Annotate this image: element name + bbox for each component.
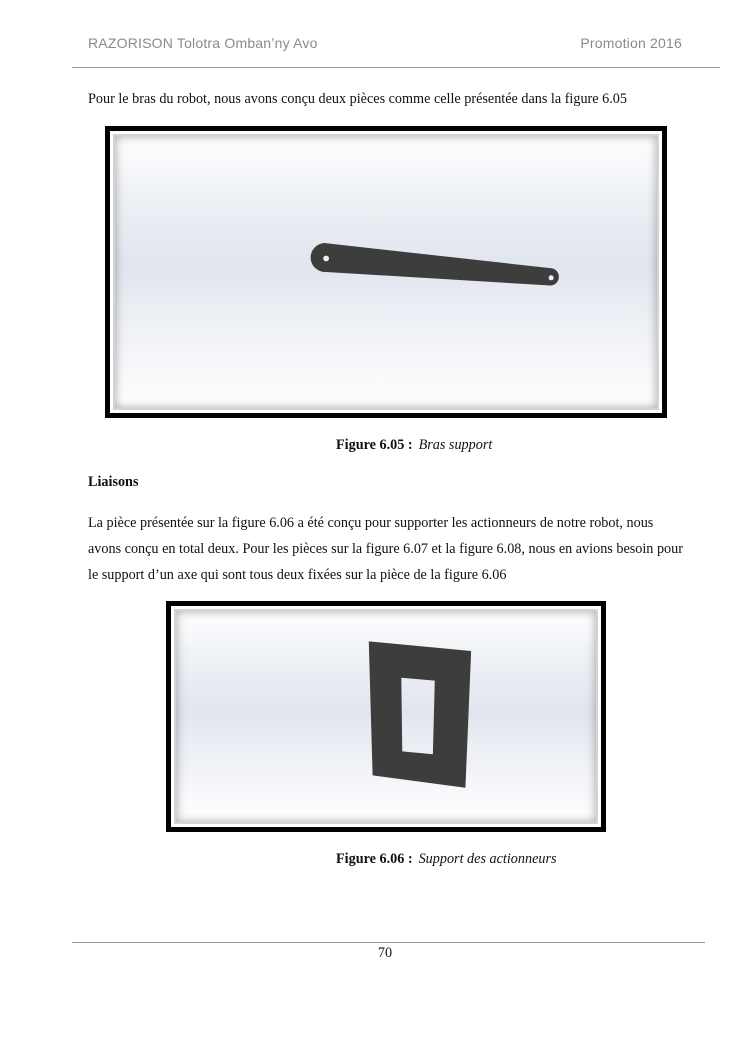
header-promotion: Promotion 2016 <box>580 35 682 51</box>
actuator-support-drawing <box>171 606 601 827</box>
body-paragraph: La pièce présentée sur la figure 6.06 a été conçu pour supporter les actionneurs de notre robot, nous avons conçu en total deux. Pour les pièces sur la figure 6.07 et la figure 6.08, nous en avions besoin pour le support d’un axe qui sont tous deux fixées sur la pièce de la figure 6.06 <box>88 515 683 583</box>
figure-6-05-label: Figure 6.05 : <box>336 437 413 453</box>
header-rule <box>72 67 720 68</box>
footer-rule <box>72 942 705 943</box>
arm-bar <box>311 243 559 285</box>
figure-6-06-label: Figure 6.06 : <box>336 851 413 867</box>
arm-hole-left <box>323 256 329 262</box>
figure-6-06-caption <box>336 851 557 868</box>
support-plate <box>369 641 471 787</box>
section-heading: Liaisons <box>88 474 139 490</box>
arm-part-drawing <box>110 131 662 413</box>
figure-6-06-title: Support des actionneurs <box>418 851 557 867</box>
figure-6-05-title: Bras support <box>418 437 493 453</box>
figure-6-06-image <box>166 601 606 832</box>
arm-hole-right <box>549 275 554 280</box>
figure-6-05-image <box>105 126 667 418</box>
page-number: 70 <box>377 945 393 961</box>
figure-6-05-caption <box>336 437 492 454</box>
header-author: RAZORISON Tolotra Omban’ny Avo <box>88 35 318 51</box>
intro-paragraph: Pour le bras du robot, nous avons conçu deux pièces comme celle présentée dans la figure 6.05 <box>88 91 627 107</box>
